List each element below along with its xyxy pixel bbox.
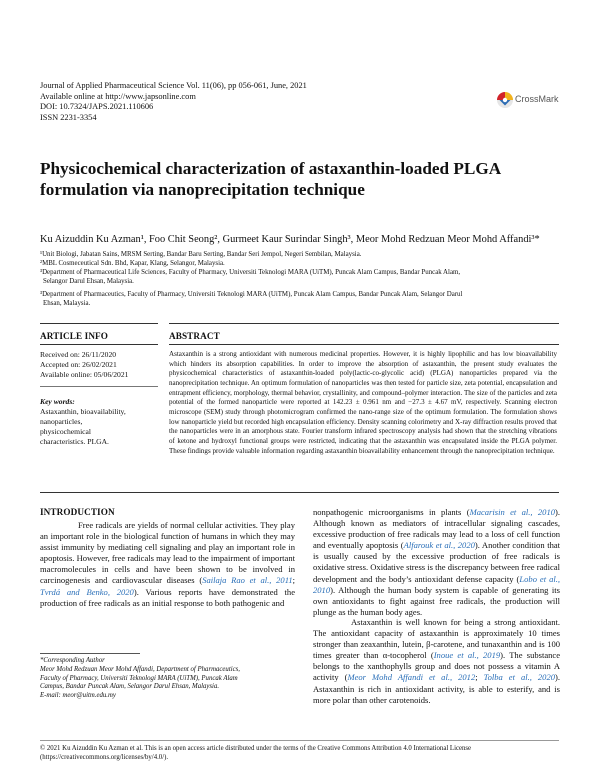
divider: [40, 492, 559, 493]
available-online-line[interactable]: Available online at http://www.japsonline.com: [40, 91, 196, 101]
right-column-paragraph-2: [313, 617, 560, 706]
citation-link[interactable]: Macarisin et al., 2010: [469, 507, 555, 517]
introduction-heading: INTRODUCTION: [40, 507, 115, 517]
divider: [169, 323, 559, 324]
affiliation-3-cont: Selangor Darul Ehsan, Malaysia.: [43, 278, 134, 285]
article-info-heading: ARTICLE INFO: [40, 331, 109, 341]
crossmark-label: CrossMark: [515, 94, 559, 104]
affiliation-4: ³Department of Pharmaceutics, Faculty of Pharmacy, Universiti Teknologi MARA (UiTM), Puncak Alam Campus, Bandar Puncak Alam, Selangor Darul: [40, 291, 463, 298]
citation-link[interactable]: Tvrdá and Benko, 2020: [40, 586, 134, 597]
author-list: Ku Aizuddin Ku Azman¹, Foo Chit Seong², Gurmeet Kaur Surindar Singh³, Meor Mohd Redzuan Meor Mohd Affandi³*: [40, 234, 540, 245]
body-text: ). The substance belongs to the xanthophylls group and does not possess a vitamin A activity (: [313, 650, 560, 683]
citation-link[interactable]: Inoue et al., 2019: [433, 650, 501, 661]
keyword-line: characteristics. PLGA.: [40, 437, 109, 446]
journal-citation-line: Journal of Applied Pharmaceutical Science Vol. 11(06), pp 056-061, June, 2021: [40, 81, 307, 90]
license-url[interactable]: (https://creativecommons.org/licenses/by/4.0/).: [40, 753, 169, 761]
affiliation-2: ²MBL Cosmeceutical Sdn. Bhd, Kapar, Klang, Selangor, Malaysia.: [40, 260, 225, 267]
doi-line[interactable]: DOI: 10.7324/JAPS.2021.110606: [40, 102, 154, 112]
crossmark-badge[interactable]: [496, 90, 558, 110]
article-title: Physicochemical characterization of astaxanthin-loaded PLGA formulation via nanoprecipitation technique: [40, 159, 501, 199]
keyword-line: physicochemical: [40, 427, 92, 436]
divider: [40, 386, 158, 387]
footnote-divider: [40, 653, 140, 654]
intro-text: ). Various reports have demonstrated the production of free radicals as an initial response to both pathogenic and: [40, 586, 296, 608]
abstract-text: Astaxanthin is a strong antioxidant with numerous medicinal properties. However, it is highly lipophilic and has low bioavailability which hinders its absorption capabilities. In order to improve the absorption of astaxanthin, the present study evaluates the physicochemical characteristics of astaxanthin-loaded poly(lactic-co-glycolic acid) (PLGA) nanoparticles prepared via the nanoprecipitation technique. An optimum formulation of nanoparticles was then tested for particle size, zeta potential, encapsulation and entrapment efficiency, morphology, thermal behavior, crystallinity, and compound–polymer interaction. The size of the particles and zeta potential of the formed nanoparticle were reported at 142.23 ± 0.961 nm and −27.3 ± 4.67 mV, respectively. Scanning electron microscope (SEM) study through photomicrogram confirmed the nano-range size of the optimum formulation. The formulation shows low nanoparticle yield but recorded high encapsulation efficiency. Density scanning colorimetry and X-ray diffraction results proved that the nanoparticles were in an amorphous state. Fourier transform infrared spectroscopy analysis had shown that the stretching vibrations of ketone and hydroxyl functional groups were restricted, indicating that the astaxanthin was encapsulated inside the PLGA polymer. These findings provide valuable information regarding astaxanthin bioavailability enhancement through the nanoprecipitation technique.: [169, 350, 557, 455]
citation-link[interactable]: Meor Mohd Affandi et al., 2012: [347, 672, 476, 683]
license-line: © 2021 Ku Aizuddin Ku Azman et al. This is an open access article distributed under the terms of the Creative Commons Attribution 4.0 International License: [40, 745, 472, 752]
keyword-line: nanoparticles,: [40, 417, 83, 426]
body-text: Astaxanthin is well known for being a strong antioxidant. The antioxidant capacity of astaxanthin is approximately 10 times stronger than zeaxanthin, lutein, β-carotene, and tunaxanthin and is 100 times greater than α-tocopherol (: [313, 617, 560, 661]
body-text: nonpathogenic microorganisms in plants (: [313, 507, 470, 517]
body-text: ). Astaxanthin is rich in antioxidant activity, is able to esterify, and is more polar than other carotenoids.: [313, 672, 560, 705]
corresponding-author-block: [40, 657, 295, 701]
corresponding-author-line: Campus, Bandar Puncak Alam, Selangor Darul Ehsan, Malaysia.: [40, 683, 220, 691]
received-date: Received on: 26/11/2020: [40, 350, 117, 359]
divider: [40, 344, 158, 345]
corresponding-author-email[interactable]: E-mail: meor@uitm.edu.my: [40, 692, 116, 700]
journal-header: [40, 81, 480, 123]
intro-text: Free radicals are yields of normal cellular activities. They play an important role in the biological function of humans in which they may assist immunity by mediating cell signaling and play an important role in apoptosis. However, free radicals may lead to the impairment of important macromolecules in cells and have been shown to be involved in carcinogenesis and cardiovascular diseases (: [40, 520, 295, 586]
citation-link[interactable]: Tolba et al., 2020: [483, 672, 555, 683]
intro-text: ;: [292, 575, 295, 586]
right-column-paragraph-1: [313, 507, 560, 618]
body-text: ). Although the human body system is capable of generating its own antioxidants to fight against free radicals, the production will plunge as the human body ages.: [313, 584, 560, 617]
corresponding-author-line: Meor Mohd Redzuan Meor Mohd Affandi, Department of Pharmaceutics,: [40, 665, 240, 673]
citation-link[interactable]: Alfarouk et al., 2020: [403, 540, 475, 551]
issn-line: ISSN 2231-3354: [40, 112, 97, 122]
keywords-heading: Key words:: [40, 397, 75, 406]
available-date: Available online: 05/06/2021: [40, 370, 129, 379]
body-text: ). Another condition that is usually caused by the excessive production of free radicals is oxidative stress. Oxidative stress is the discrepancy between free radical development and the body’s antioxidant defense capacity (: [313, 540, 561, 584]
divider: [169, 344, 559, 345]
affiliation-4-cont: Ehsan, Malaysia.: [43, 300, 91, 307]
body-text: ). Although known as mediators of intracellular signaling cascades, excessive production of free radicals may lead to a loss of cell function and eventually apoptosis (: [313, 507, 560, 551]
body-text: ;: [475, 672, 484, 683]
corresponding-author-line: Faculty of Pharmacy, Universiti Teknologi MARA (UiTM), Puncak Alam: [40, 674, 238, 682]
divider: [40, 323, 158, 324]
license-footer: [40, 745, 565, 763]
corresponding-author-label: *Corresponding Author: [40, 657, 105, 664]
keyword-line: Astaxanthin, bioavailability,: [40, 407, 126, 416]
footer-divider: [40, 740, 559, 741]
citation-link[interactable]: Lobo et al., 2010: [313, 573, 560, 595]
article-dates: [40, 350, 160, 380]
keywords-block: [40, 397, 160, 447]
introduction-paragraph-1: [40, 520, 295, 609]
citation-link[interactable]: Sailaja Rao et al., 2011: [202, 575, 293, 586]
accepted-date: Accepted on: 26/02/2021: [40, 360, 117, 369]
affiliation-3: ³Department of Pharmaceutical Life Sciences, Faculty of Pharmacy, Universiti Teknologi MARA (UiTM), Puncak Alam Campus, Bandar Puncak Alam,: [40, 269, 461, 276]
affiliation-1: ¹Unit Biologi, Jabatan Sains, MRSM Serting, Bandar Baru Serting, Bandar Seri Jempol, Negeri Sembilan, Malaysia.: [40, 251, 362, 258]
abstract-heading: ABSTRACT: [169, 331, 220, 341]
